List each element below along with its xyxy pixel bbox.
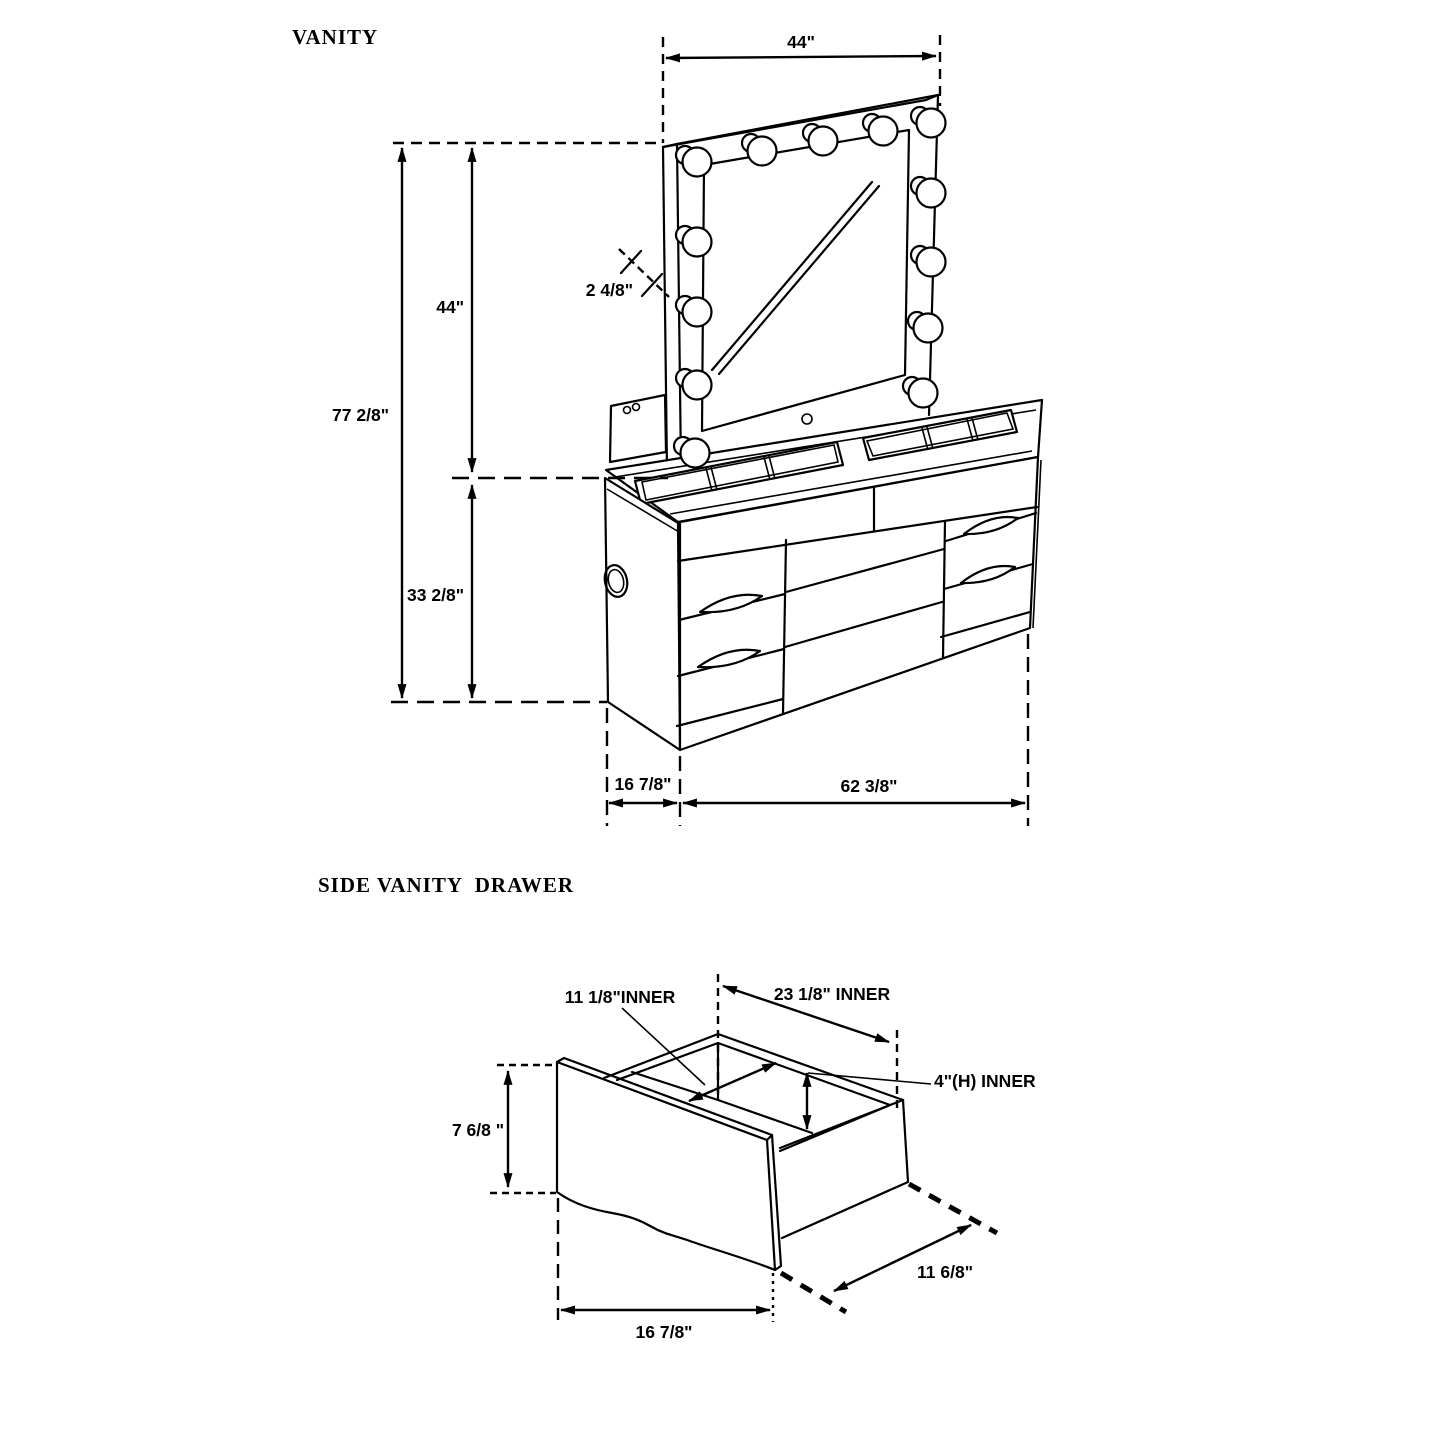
bulb bbox=[903, 377, 938, 408]
drawer-front-panel bbox=[557, 1058, 781, 1270]
dim-dresser-height-label: 33 2/8" bbox=[407, 585, 464, 605]
mirror-reflection-line bbox=[712, 182, 872, 370]
bulb bbox=[911, 107, 946, 138]
dim-frame-depth-label: 2 4/8" bbox=[585, 280, 633, 300]
dim-depth-label: 16 7/8" bbox=[614, 774, 672, 794]
side-drawer-title: SIDE VANITY DRAWER bbox=[318, 873, 575, 897]
bulb bbox=[742, 134, 777, 166]
dim-inner-length-label: 23 1/8" INNER bbox=[773, 984, 891, 1004]
depth-witness-line bbox=[909, 1184, 997, 1233]
bulb bbox=[676, 226, 712, 257]
dim-width-label: 62 3/8" bbox=[840, 776, 898, 796]
dim-front-width-label: 16 7/8" bbox=[635, 1322, 693, 1342]
mirror-screw-hole bbox=[802, 414, 812, 424]
mirror-light-bulbs bbox=[674, 107, 946, 468]
dim-top-width-label: 44" bbox=[787, 32, 815, 52]
bulb bbox=[908, 312, 943, 343]
bulb bbox=[863, 114, 898, 146]
dim-inner-height-label: 4"(H) INNER bbox=[934, 1071, 1036, 1091]
bulb bbox=[676, 146, 712, 177]
dim-line-top-width bbox=[666, 56, 936, 58]
dim-mirror-height-label: 44" bbox=[436, 297, 464, 317]
bulb bbox=[676, 369, 712, 400]
bulb bbox=[911, 246, 946, 277]
dim-front-height-label: 7 6/8 " bbox=[451, 1120, 505, 1140]
vanity-title: VANITY bbox=[292, 25, 379, 49]
bulb bbox=[676, 296, 712, 327]
depth-witness-line bbox=[781, 1273, 846, 1312]
dim-side-depth-label: 11 6/8" bbox=[917, 1262, 973, 1282]
dim-total-height-label: 77 2/8" bbox=[332, 405, 389, 425]
bulb bbox=[803, 124, 838, 156]
dresser-side-panel bbox=[602, 478, 680, 750]
bulb bbox=[911, 177, 946, 208]
dim-inner-width-label: 11 1/8"INNER bbox=[564, 987, 676, 1007]
